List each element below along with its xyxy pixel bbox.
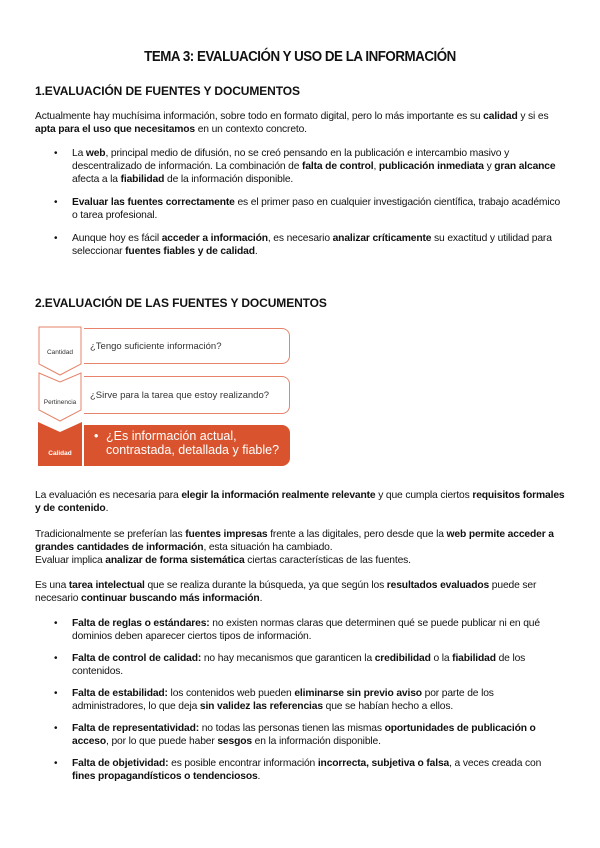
bullet-icon: •: [54, 758, 58, 769]
list-item: • Falta de control de calidad: no hay mecanismos que garanticen la credibilidad o la fiabilidad de los contenidos.: [54, 653, 526, 677]
bold-text: falta de control: [302, 161, 374, 172]
bold-text: fiabilidad: [120, 174, 165, 185]
bullet-icon: •: [54, 233, 58, 244]
bold-text: incorrecta, subjetiva o falsa: [317, 758, 450, 769]
bold-text: gran alcance: [494, 161, 556, 172]
bold-text: Falta de representatividad:: [72, 723, 199, 734]
list-item: • Falta de estabilidad: los contenidos web pueden eliminarse sin previo aviso por parte de los administradores, lo que deja sin validez las referencias que se habían hecho a ellos.: [54, 688, 494, 712]
bold-text: Falta de control de calidad:: [72, 653, 202, 664]
section-2-paragraph-1: La evaluación es necesaria para elegir la información realmente relevante y que cumpla ciertos requisitos formales y de contenido.: [35, 490, 565, 514]
bold-text: apta para el uso que necesitamos: [35, 124, 196, 135]
bold-text: oportunidades de publicación o acceso: [72, 723, 536, 747]
bullet-icon: •: [54, 688, 58, 699]
diagram-box-calidad: • ¿Es información actual, contrastada, detallada y fiable?: [84, 425, 290, 466]
page-title: TEMA 3: EVALUACIÓN Y USO DE LA INFORMACIÓN: [144, 49, 456, 65]
section-2-paragraph-2: Tradicionalmente se preferían las fuentes impresas frente a las digitales, pero desde que la web permite acceder a grandes cantidades de información, esta situación ha cambiado.: [35, 529, 554, 553]
bold-text: Evaluar las fuentes correctamente: [72, 197, 235, 208]
bullet-icon: •: [54, 653, 58, 664]
list-item: • Aunque hoy es fácil acceder a información, es necesario analizar críticamente su exactitud y utilidad para seleccionar fuentes fiables y de calidad.: [54, 233, 552, 257]
evaluation-diagram: [38, 326, 292, 466]
bold-text: continuar buscando más información: [81, 593, 260, 604]
bold-text: calidad: [483, 111, 518, 122]
list-item: • La web, principal medio de difusión, no se creó pensando en la publicación e intercambio masivo y descentralizado de información. La combinación de falta de control, publicación inmediata y gran alcance afecta a la fiabilidad de la información disponible.: [54, 148, 556, 185]
bold-text: analizar críticamente: [332, 233, 432, 244]
bold-text: fiabilidad: [452, 653, 496, 664]
bold-text: sin validez las referencias: [199, 701, 323, 712]
bold-text: sesgos: [217, 736, 252, 747]
bold-text: resultados evaluados: [386, 580, 490, 591]
diagram-label-pertinencia: Pertinencia: [43, 399, 77, 406]
diagram-label-calidad: Calidad: [48, 450, 72, 457]
bold-text: web: [85, 148, 106, 159]
list-item: • Falta de representatividad: no todas las personas tienen las mismas oportunidades de publicación o acceso, por lo que puede haber sesgos en la información disponible.: [54, 723, 536, 747]
section-2-paragraph-4: Es una tarea intelectual que se realiza durante la búsqueda, ya que según los resultados evaluados puede ser necesario continuar buscando más información.: [35, 580, 537, 604]
bold-text: acceder a información: [161, 233, 268, 244]
list-item: • Falta de objetividad: es posible encontrar información incorrecta, subjetiva o falsa, a veces creada con fines propagandísticos o tendenciosos.: [54, 758, 542, 782]
section-2-bullet-list: [35, 617, 565, 783]
bold-text: fuentes fiables y de calidad: [125, 246, 255, 257]
bold-text: web permite acceder a grandes cantidades de información: [35, 529, 554, 553]
bold-text: Falta de estabilidad:: [72, 688, 168, 699]
diagram-box-cantidad: ¿Tengo suficiente información?: [84, 328, 290, 364]
bold-text: requisitos formales y de contenido: [35, 490, 565, 514]
bullet-icon: •: [54, 618, 58, 629]
bold-text: eliminarse sin previo aviso: [294, 688, 422, 699]
section-2-paragraph-3: Evaluar implica analizar de forma sistemática ciertas características de las fuentes.: [35, 555, 411, 566]
list-item: • Evaluar las fuentes correctamente es el primer paso en cualquier investigación científica, trabajo académico o tarea profesional.: [54, 197, 561, 221]
bullet-icon: •: [94, 429, 99, 443]
bold-text: Falta de objetividad:: [72, 758, 169, 769]
bullet-icon: •: [54, 148, 58, 159]
section-2-heading: 2.EVALUACIÓN DE LAS FUENTES Y DOCUMENTOS: [35, 296, 327, 310]
chevron-shape: [38, 422, 82, 466]
bold-text: credibilidad: [374, 653, 431, 664]
bold-text: tarea intelectual: [68, 580, 145, 591]
bold-text: Falta de reglas o estándares:: [72, 618, 210, 629]
section-1-heading: 1.EVALUACIÓN DE FUENTES Y DOCUMENTOS: [35, 84, 300, 98]
bullet-icon: •: [54, 197, 58, 208]
bold-text: analizar de forma sistemática: [105, 555, 245, 566]
list-item: • Falta de reglas o estándares: no existen normas claras que determinen qué se puede publicar ni en qué dominios deben aparecer ciertos tipos de información.: [54, 618, 540, 642]
bullet-icon: •: [54, 723, 58, 734]
diagram-label-cantidad: Cantidad: [46, 349, 74, 356]
chevron-shape: [38, 372, 82, 422]
bold-text: elegir la información realmente relevante: [181, 490, 376, 501]
bold-text: fuentes impresas: [185, 529, 268, 540]
section-1-bullet-list: [35, 147, 565, 258]
diagram-box-pertinencia: ¿Sirve para la tarea que estoy realizando?: [84, 376, 290, 414]
section-1-intro: Actualmente hay muchísima información, sobre todo en formato digital, pero lo más importante es su calidad y si es apta para el uso que necesitamos en un contexto concreto.: [35, 111, 549, 135]
bold-text: fines propagandísticos o tendenciosos: [72, 771, 258, 782]
bold-text: publicación inmediata: [378, 161, 484, 172]
